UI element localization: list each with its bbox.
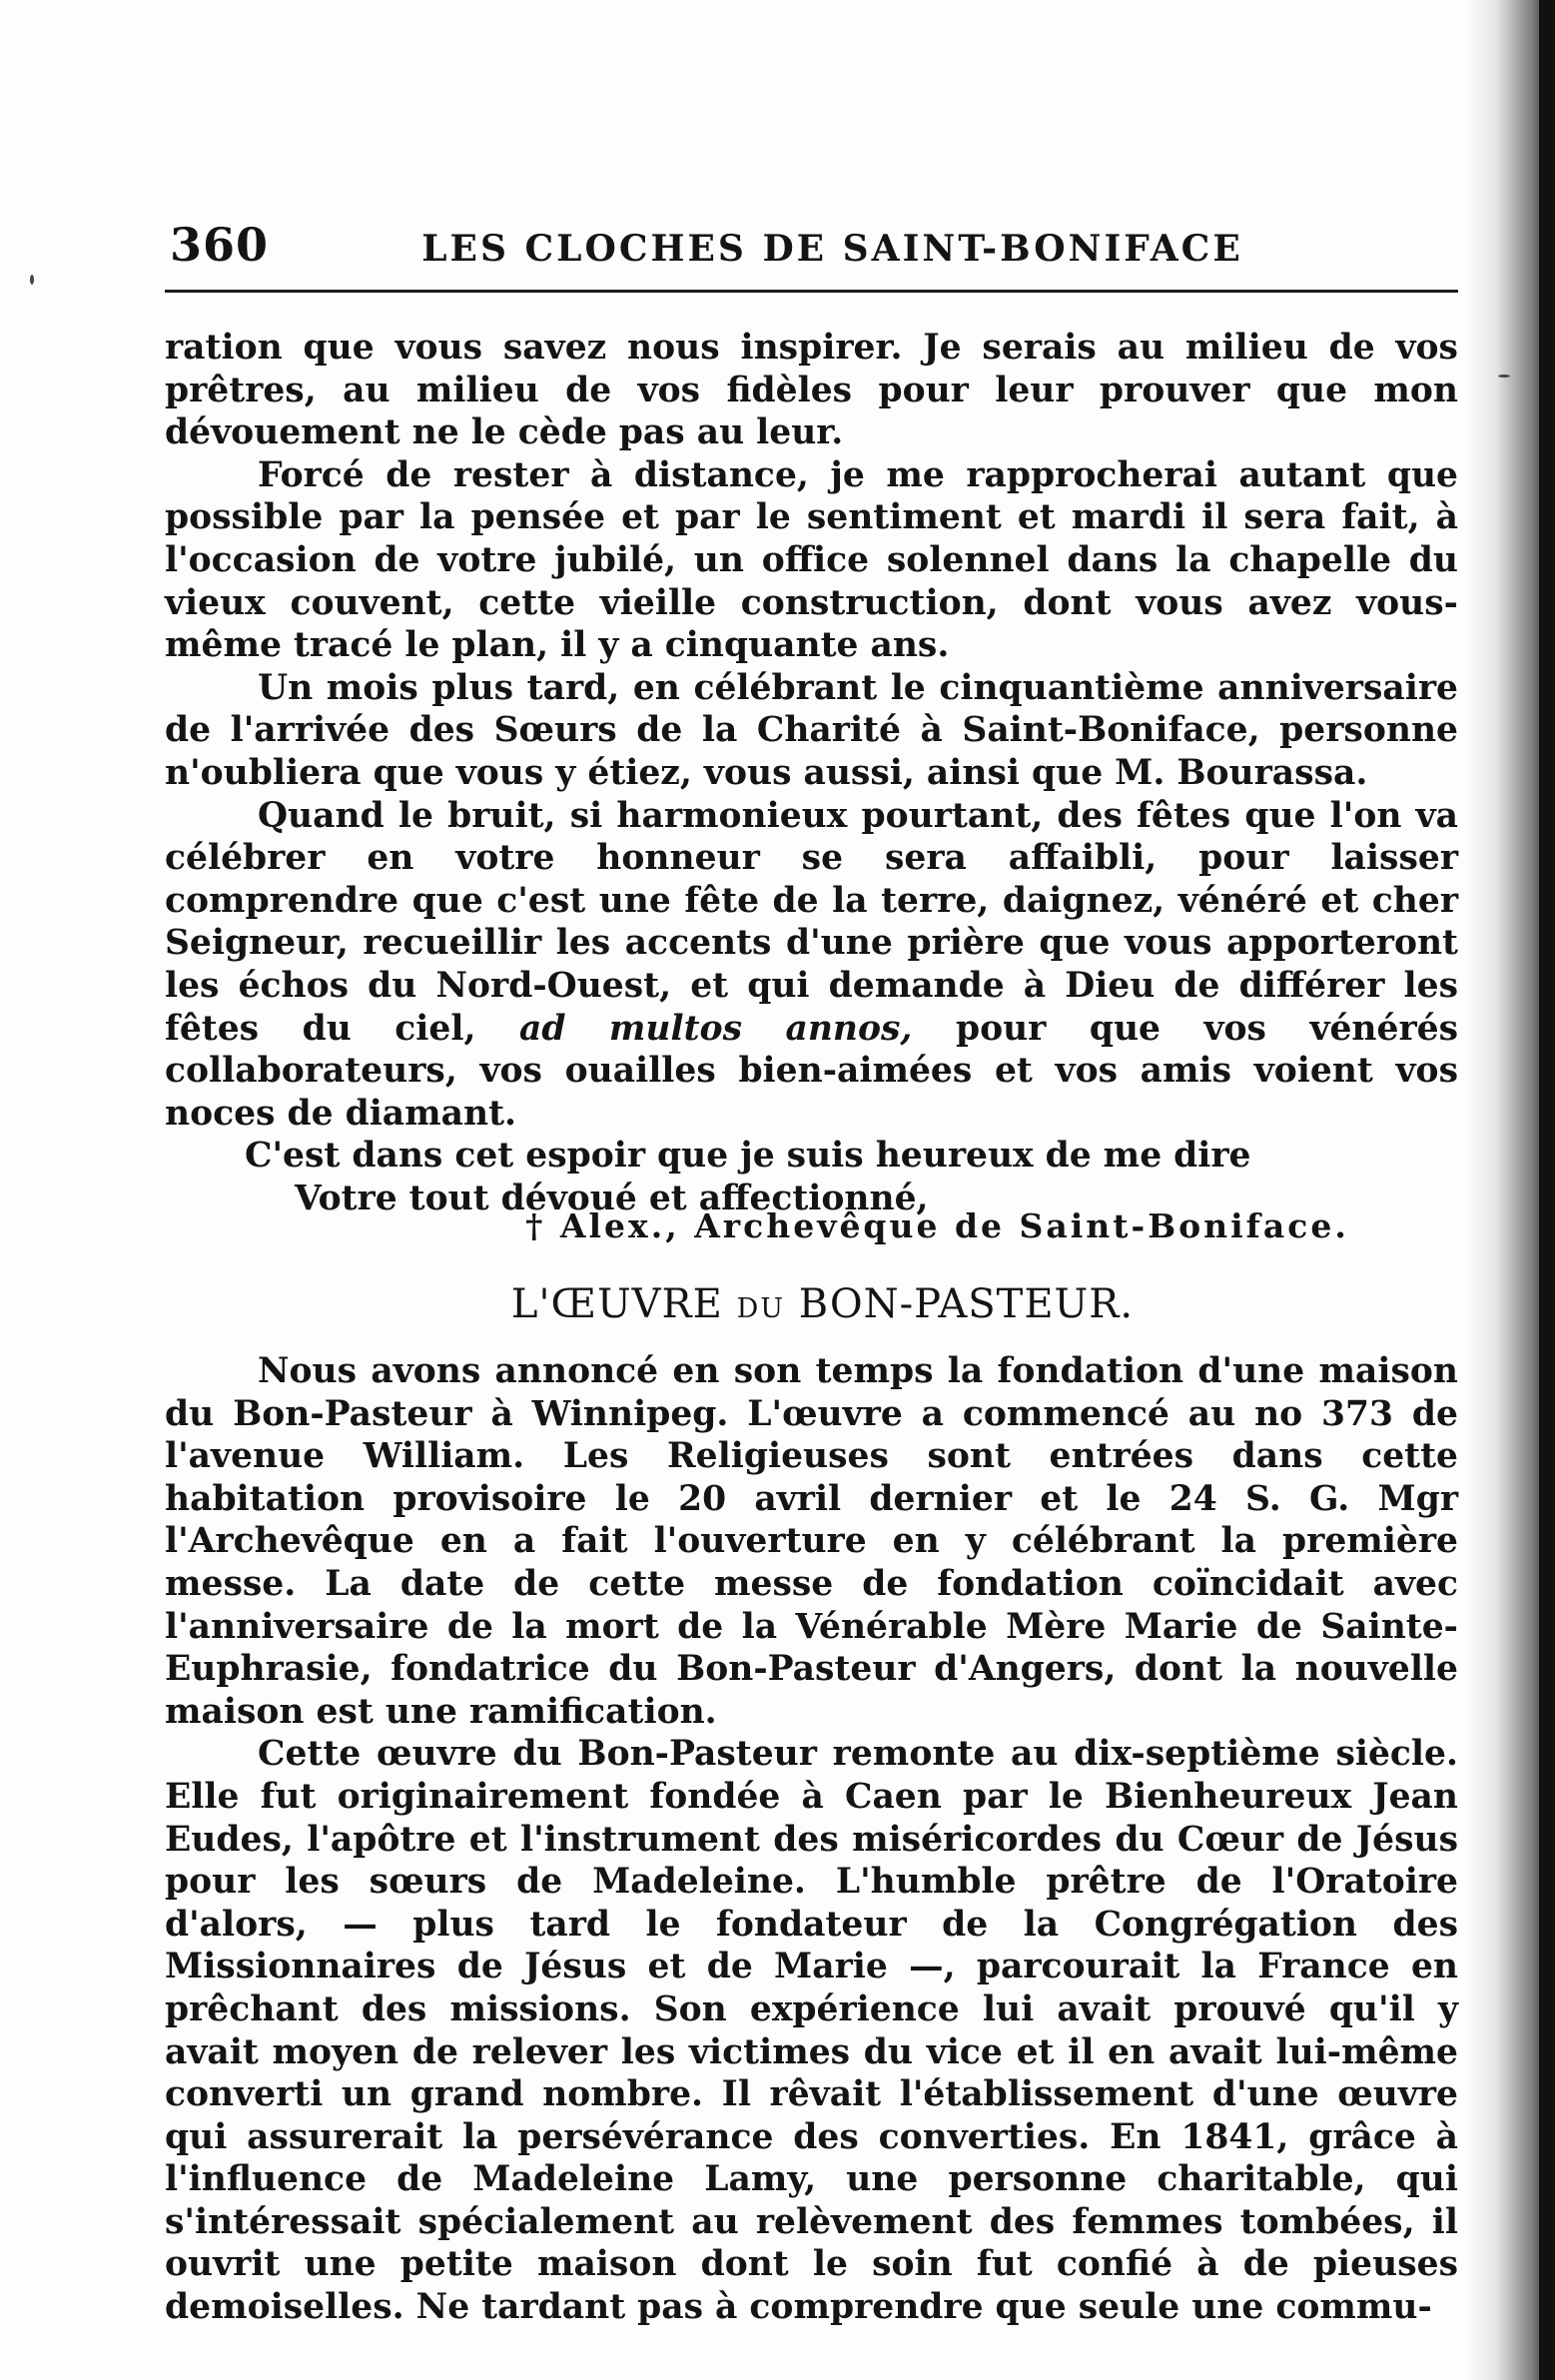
signature: † Alex., Archevêque de Saint-Boniface.	[525, 1206, 1349, 1245]
letter-paragraph: Forcé de rester à distance, je me rapprocherai autant que possible par la pensée et par le sentiment et mardi il sera fait, à l'occasion de votre jubilé, un office solennel dans la chapelle du vieux couvent, cette vieille construction, dont vous avez vous-même tracé le plan, il y a cinquante ans.	[165, 454, 1458, 666]
letter-paragraph: Un mois plus tard, en célébrant le cinquantième anniversaire de l'arrivée des Sœurs de la Charité à Saint-Boniface, personne n'oubliera que vous y étiez, vous aussi, ainsi que M. Bourassa.	[165, 667, 1458, 793]
latin-phrase: ad multos annos,	[518, 1008, 913, 1049]
letter-closing: Votre tout dévoué et affectionné,	[295, 1178, 929, 1218]
section-paragraph: Nous avons annoncé en son temps la fondation d'une maison du Bon-Pasteur à Winnipeg. L'œuvre a commencé au no 373 de l'avenue William. Les Religieuses sont entrées dans cette habitation provisoire le 20 avril dernier et le 24 S. G. Mgr l'Archevêque en a fait l'ouverture en y célébrant la première messe. La date de cette messe de fondation coïncidait avec l'anniversaire de la mort de la Vénérable Mère Marie de Sainte-Euphrasie, fondatrice du Bon-Pasteur d'Angers, dont la nouvelle maison est une ramification.	[165, 1351, 1458, 1732]
page-binding-edge	[1539, 0, 1555, 2380]
page-number: 360	[170, 218, 270, 272]
section-heading	[0, 1281, 1555, 1327]
section-heading-part: L'ŒUVRE	[510, 1281, 723, 1327]
print-speck	[30, 275, 34, 285]
letter-text-run: Quand le bruit, si harmonieux pourtant, des fêtes que l'on va célébrer en votre honneur se sera affaibli, pour laisser comprendre que c'est une fête de la terre, daignez, vénéré et cher Seigneur, recueillir les accents d'une prière que vous apporteront les échos du Nord-Ouest, et qui demande à Dieu de différer les fêtes du ciel,	[165, 795, 1458, 1049]
running-title: LES CLOCHES DE SAINT-BONIFACE	[421, 228, 1243, 270]
section-heading-part: BON-PASTEUR.	[798, 1281, 1135, 1327]
header-rule	[165, 290, 1458, 293]
section-text	[165, 1350, 1458, 2329]
letter-text-run: pour que vos vénérés collaborateurs, vos ouailles bien-aimées et vos amis voient vos noces de diamant.	[165, 1008, 1459, 1134]
letter-text	[165, 327, 1458, 1219]
print-speck	[1498, 375, 1510, 378]
letter-closing: C'est dans cet espoir que je suis heureux de me dire	[245, 1136, 1251, 1177]
section-paragraph: Cette œuvre du Bon-Pasteur remonte au dix-septième siècle. Elle fut originairement fondée à Caen par le Bienheureux Jean Eudes, l'apôtre et l'instrument des miséricordes du Cœur de Jésus pour les sœurs de Madeleine. L'humble prêtre de l'Oratoire d'alors, — plus tard le fondateur de la Congrégation des Missionnaires de Jésus et de Marie —, parcourait la France en prêchant des missions. Son expérience lui avait prouvé qu'il y avait moyen de relever les victimes du vice et il en avait lui-même converti un grand nombre. Il rêvait l'établissement d'une œuvre qui assurerait la persévérance des converties. En 1841, grâce à l'influence de Madeleine Lamy, une personne charitable, qui s'intéressait spécialement au relèvement des femmes tombées, il ouvrit une petite maison dont le soin fut confié à de pieuses demoiselles. Ne tardant pas à comprendre que seule une commu-	[165, 1734, 1458, 2328]
section-heading-du: DU	[736, 1293, 785, 1324]
letter-paragraph	[165, 795, 1458, 1136]
letter-paragraph: ration que vous savez nous inspirer. Je serais au milieu de vos prêtres, au milieu de vos fidèles pour leur prouver que mon dévouement ne le cède pas au leur.	[165, 328, 1458, 453]
